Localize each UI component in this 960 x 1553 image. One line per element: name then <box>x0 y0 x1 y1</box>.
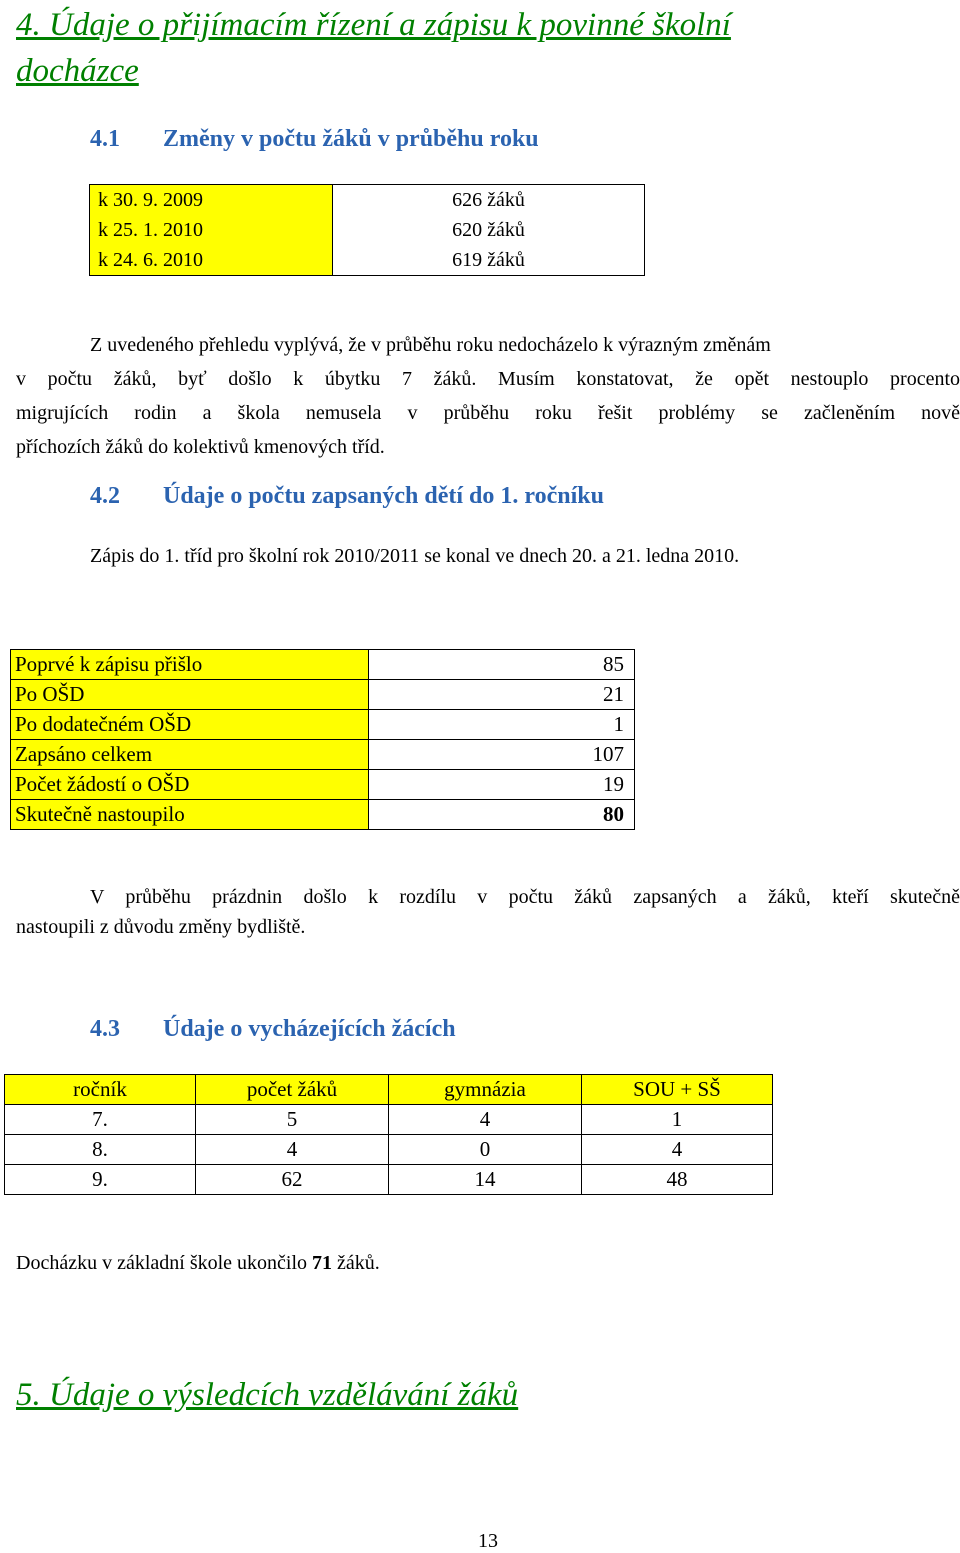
table-cell: 14 <box>389 1165 582 1195</box>
table-cell: 62 <box>196 1165 389 1195</box>
label-cell: Počet žádostí o OŠD <box>11 770 369 800</box>
paragraph-line: nastoupili z důvodu změny bydliště. <box>16 916 306 938</box>
value-cell: 21 <box>369 680 635 710</box>
section-4-1-title: Změny v počtu žáků v průběhu roku <box>163 126 539 152</box>
table-row <box>11 680 635 710</box>
chapter-4-title-line1: 4. Údaje o přijímacím řízení a zápisu k povinné školní <box>16 7 731 43</box>
section-4-2-title: Údaje o počtu zapsaných dětí do 1. ročníku <box>163 483 604 509</box>
value-cell: 80 <box>369 800 635 830</box>
table-cell: 4 <box>582 1135 773 1165</box>
enrollment-intro: Zápis do 1. tříd pro školní rok 2010/2011 se konal ve dnech 20. a 21. ledna 2010. <box>90 545 740 567</box>
chapter-4-heading <box>16 2 936 94</box>
chapter-5-heading: 5. Údaje o výsledcích vzdělávání žáků <box>16 1377 519 1413</box>
section-4-1-heading <box>90 126 890 158</box>
table-row <box>90 215 645 245</box>
header-cell: gymnázia <box>389 1075 582 1105</box>
value-cell: 19 <box>369 770 635 800</box>
section-4-1-paragraph <box>16 328 960 464</box>
summary-count: 71 <box>312 1252 333 1274</box>
section-4-2-paragraph <box>16 882 960 942</box>
chapter-4-title-line2: docházce <box>16 53 139 89</box>
page-number: 13 <box>478 1530 498 1552</box>
graduates-table <box>4 1074 773 1195</box>
table-cell: 48 <box>582 1165 773 1195</box>
label-cell: Skutečně nastoupilo <box>11 800 369 830</box>
table-cell: 1 <box>582 1105 773 1135</box>
table-row <box>90 185 645 216</box>
count-cell: 620 žáků <box>333 215 645 245</box>
paragraph-line: příchozích žáků do kolektivů kmenových tříd. <box>16 436 385 458</box>
table-row <box>11 710 635 740</box>
graduates-summary <box>16 1248 380 1278</box>
summary-text-end: žáků. <box>332 1252 380 1274</box>
section-4-3-heading <box>90 1016 890 1048</box>
date-cell: k 30. 9. 2009 <box>90 185 333 216</box>
table-cell: 7. <box>5 1105 196 1135</box>
section-4-3-number: 4.3 <box>90 1016 120 1042</box>
count-cell: 626 žáků <box>333 185 645 216</box>
enrollment-table <box>10 649 635 830</box>
header-cell: ročník <box>5 1075 196 1105</box>
date-cell: k 24. 6. 2010 <box>90 245 333 276</box>
date-cell: k 25. 1. 2010 <box>90 215 333 245</box>
table-row <box>5 1135 773 1165</box>
section-4-1-number: 4.1 <box>90 126 120 152</box>
table-cell: 4 <box>196 1135 389 1165</box>
table-cell: 0 <box>389 1135 582 1165</box>
section-4-2-number: 4.2 <box>90 483 120 509</box>
table-row <box>5 1105 773 1135</box>
count-cell: 619 žáků <box>333 245 645 276</box>
table-cell: 8. <box>5 1135 196 1165</box>
paragraph-line: migrujících rodin a škola nemusela v průběhu roku řešit problémy se začleněním nově <box>16 402 960 424</box>
table-cell: 9. <box>5 1165 196 1195</box>
summary-text: Docházku v základní škole ukončilo <box>16 1252 313 1274</box>
header-cell: SOU + SŠ <box>582 1075 773 1105</box>
label-cell: Zapsáno celkem <box>11 740 369 770</box>
table-row <box>11 800 635 830</box>
table-cell: 5 <box>196 1105 389 1135</box>
header-cell: počet žáků <box>196 1075 389 1105</box>
value-cell: 1 <box>369 710 635 740</box>
table-row <box>5 1165 773 1195</box>
student-count-table <box>89 184 645 276</box>
table-row <box>11 740 635 770</box>
table-cell: 4 <box>389 1105 582 1135</box>
value-cell: 107 <box>369 740 635 770</box>
label-cell: Po dodatečném OŠD <box>11 710 369 740</box>
table-row <box>11 770 635 800</box>
paragraph-line: V průběhu prázdnin došlo k rozdílu v počtu žáků zapsaných a žáků, kteří skutečně <box>90 886 960 908</box>
label-cell: Po OŠD <box>11 680 369 710</box>
table-row <box>90 245 645 276</box>
section-4-3-title: Údaje o vycházejících žácích <box>163 1016 456 1042</box>
paragraph-line: Z uvedeného přehledu vyplývá, že v průběhu roku nedocházelo k výrazným změnám <box>90 334 771 356</box>
label-cell: Poprvé k zápisu přišlo <box>11 650 369 680</box>
value-cell: 85 <box>369 650 635 680</box>
section-4-2-heading <box>90 483 890 515</box>
table-row <box>11 650 635 680</box>
paragraph-line: v počtu žáků, byť došlo k úbytku 7 žáků. Musím konstatovat, že opět nestouplo procento <box>16 368 960 390</box>
table-header-row <box>5 1075 773 1105</box>
